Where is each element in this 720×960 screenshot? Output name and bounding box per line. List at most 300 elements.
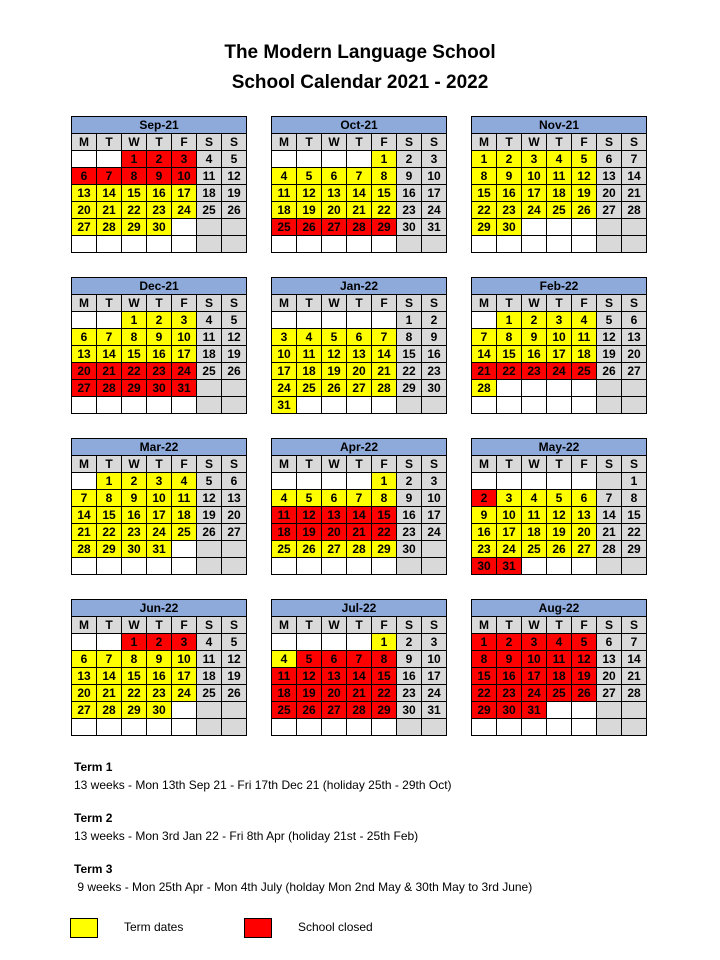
month-feb-22	[471, 277, 647, 414]
weekday-label: T	[547, 617, 572, 634]
empty-cell	[297, 312, 322, 329]
day-cell: 20	[322, 202, 347, 219]
day-cell: 24	[272, 380, 297, 397]
day-cell: 14	[622, 651, 647, 668]
day-cell: 12	[597, 329, 622, 346]
empty-cell	[572, 558, 597, 575]
empty-cell	[597, 719, 622, 736]
day-cell: 23	[147, 363, 172, 380]
day-cell: 31	[497, 558, 522, 575]
empty-cell	[297, 236, 322, 253]
day-cell: 24	[497, 541, 522, 558]
day-cell: 24	[547, 363, 572, 380]
weekday-label: S	[197, 295, 222, 312]
empty-cell	[72, 236, 97, 253]
day-cell: 19	[572, 668, 597, 685]
weekday-label: S	[597, 617, 622, 634]
weekday-label: M	[72, 134, 97, 151]
day-cell: 28	[97, 219, 122, 236]
month-header: Jun-22	[71, 599, 247, 616]
weekday-label: T	[147, 617, 172, 634]
term-heading: Term 1	[74, 760, 113, 774]
empty-cell	[97, 719, 122, 736]
day-cell: 11	[547, 168, 572, 185]
day-cell: 28	[472, 380, 497, 397]
day-cell: 2	[422, 312, 447, 329]
empty-cell	[197, 719, 222, 736]
weekday-label: T	[297, 134, 322, 151]
day-cell: 16	[422, 346, 447, 363]
day-cell: 5	[222, 312, 247, 329]
empty-cell	[372, 312, 397, 329]
day-cell: 25	[547, 685, 572, 702]
empty-cell	[547, 397, 572, 414]
weekday-label: S	[222, 295, 247, 312]
day-cell: 19	[297, 524, 322, 541]
day-cell: 13	[222, 490, 247, 507]
day-cell: 4	[272, 168, 297, 185]
day-cell: 24	[422, 685, 447, 702]
day-cell: 9	[122, 490, 147, 507]
day-cell: 21	[597, 524, 622, 541]
day-cell: 1	[397, 312, 422, 329]
day-cell: 17	[272, 363, 297, 380]
empty-cell	[397, 558, 422, 575]
day-cell: 24	[522, 202, 547, 219]
day-cell: 12	[222, 329, 247, 346]
empty-cell	[322, 236, 347, 253]
day-cell: 27	[347, 380, 372, 397]
day-cell: 12	[297, 507, 322, 524]
weekday-label: S	[622, 617, 647, 634]
weekday-label: S	[197, 617, 222, 634]
school-closed-swatch	[244, 918, 272, 938]
term-dates-swatch	[70, 918, 98, 938]
day-cell: 17	[172, 346, 197, 363]
day-cell: 17	[422, 185, 447, 202]
day-cell: 2	[497, 151, 522, 168]
weekday-label: S	[422, 295, 447, 312]
day-cell: 8	[122, 329, 147, 346]
empty-cell	[297, 634, 322, 651]
empty-cell	[297, 397, 322, 414]
weekday-label: T	[297, 295, 322, 312]
day-cell: 1	[472, 634, 497, 651]
day-cell: 30	[397, 702, 422, 719]
day-cell: 5	[547, 490, 572, 507]
empty-cell	[597, 702, 622, 719]
day-cell: 30	[397, 541, 422, 558]
day-cell: 26	[572, 685, 597, 702]
day-cell: 25	[272, 702, 297, 719]
day-cell: 6	[72, 329, 97, 346]
day-cell: 23	[397, 524, 422, 541]
empty-cell	[372, 558, 397, 575]
empty-cell	[172, 558, 197, 575]
day-cell: 1	[122, 312, 147, 329]
day-cell: 4	[272, 490, 297, 507]
weekday-label: W	[522, 134, 547, 151]
day-cell: 9	[147, 168, 172, 185]
day-cell: 25	[197, 363, 222, 380]
day-cell: 18	[272, 202, 297, 219]
empty-cell	[72, 558, 97, 575]
day-cell: 13	[72, 185, 97, 202]
empty-cell	[197, 380, 222, 397]
day-cell: 21	[472, 363, 497, 380]
empty-cell	[422, 719, 447, 736]
day-cell: 28	[622, 685, 647, 702]
empty-cell	[172, 702, 197, 719]
day-cell: 26	[222, 363, 247, 380]
day-cell: 7	[97, 651, 122, 668]
weekday-label: M	[272, 295, 297, 312]
weekday-label: S	[222, 456, 247, 473]
empty-cell	[172, 397, 197, 414]
day-cell: 27	[322, 541, 347, 558]
weekday-label: W	[322, 134, 347, 151]
weekday-label: S	[622, 295, 647, 312]
day-cell: 22	[97, 524, 122, 541]
day-cell: 29	[122, 219, 147, 236]
day-cell: 28	[347, 219, 372, 236]
day-cell: 2	[147, 634, 172, 651]
weekday-label: M	[72, 617, 97, 634]
empty-cell	[147, 558, 172, 575]
weekday-label: T	[97, 134, 122, 151]
day-cell: 3	[522, 634, 547, 651]
empty-cell	[347, 312, 372, 329]
empty-cell	[322, 719, 347, 736]
day-cell: 10	[422, 168, 447, 185]
day-cell: 3	[172, 634, 197, 651]
day-cell: 21	[97, 685, 122, 702]
day-cell: 30	[497, 702, 522, 719]
day-cell: 28	[597, 541, 622, 558]
day-cell: 28	[97, 380, 122, 397]
day-cell: 22	[372, 202, 397, 219]
empty-cell	[147, 719, 172, 736]
empty-cell	[522, 473, 547, 490]
month-aug-22	[471, 599, 647, 736]
day-cell: 12	[222, 168, 247, 185]
day-cell: 18	[522, 524, 547, 541]
weekday-label: W	[522, 295, 547, 312]
day-cell: 30	[147, 219, 172, 236]
day-cell: 2	[497, 634, 522, 651]
empty-cell	[72, 634, 97, 651]
empty-cell	[397, 236, 422, 253]
weekday-label: S	[197, 456, 222, 473]
day-cell: 4	[172, 473, 197, 490]
day-cell: 27	[222, 524, 247, 541]
weekday-label: W	[322, 617, 347, 634]
empty-cell	[597, 558, 622, 575]
day-cell: 30	[147, 702, 172, 719]
day-cell: 14	[347, 507, 372, 524]
day-cell: 12	[572, 651, 597, 668]
empty-cell	[597, 236, 622, 253]
day-cell: 20	[322, 685, 347, 702]
day-cell: 22	[372, 524, 397, 541]
day-cell: 29	[372, 541, 397, 558]
day-cell: 20	[347, 363, 372, 380]
month-apr-22	[271, 438, 447, 575]
day-cell: 14	[97, 668, 122, 685]
day-cell: 14	[347, 185, 372, 202]
day-cell: 8	[122, 168, 147, 185]
day-cell: 29	[397, 380, 422, 397]
day-cell: 7	[372, 329, 397, 346]
month-header: Nov-21	[471, 116, 647, 133]
day-cell: 4	[297, 329, 322, 346]
day-cell: 5	[197, 473, 222, 490]
day-cell: 29	[472, 702, 497, 719]
empty-cell	[322, 397, 347, 414]
day-cell: 4	[547, 634, 572, 651]
weekday-label: W	[522, 456, 547, 473]
weekday-label: F	[572, 456, 597, 473]
day-cell: 18	[172, 507, 197, 524]
day-cell: 2	[397, 634, 422, 651]
weekday-label: M	[272, 134, 297, 151]
weekday-label: T	[497, 617, 522, 634]
day-cell: 21	[622, 185, 647, 202]
empty-cell	[122, 719, 147, 736]
day-cell: 25	[197, 685, 222, 702]
day-cell: 13	[597, 168, 622, 185]
day-cell: 9	[472, 507, 497, 524]
empty-cell	[272, 634, 297, 651]
day-cell: 17	[422, 668, 447, 685]
month-header: Oct-21	[271, 116, 447, 133]
weekday-label: T	[147, 456, 172, 473]
day-cell: 5	[572, 151, 597, 168]
day-cell: 25	[272, 219, 297, 236]
weekday-label: M	[72, 456, 97, 473]
day-cell: 12	[547, 507, 572, 524]
day-cell: 27	[72, 702, 97, 719]
weekday-label: F	[572, 295, 597, 312]
term-dates-label: Term dates	[124, 920, 184, 934]
empty-cell	[222, 702, 247, 719]
weekday-label: T	[97, 456, 122, 473]
weekday-label: S	[422, 456, 447, 473]
day-cell: 28	[97, 702, 122, 719]
day-cell: 20	[622, 346, 647, 363]
day-cell: 22	[122, 685, 147, 702]
empty-cell	[547, 558, 572, 575]
day-cell: 27	[72, 380, 97, 397]
day-cell: 5	[297, 651, 322, 668]
day-cell: 10	[147, 490, 172, 507]
weekday-label: W	[122, 617, 147, 634]
day-cell: 24	[172, 363, 197, 380]
weekday-label: T	[497, 456, 522, 473]
day-cell: 16	[397, 185, 422, 202]
weekday-label: F	[172, 134, 197, 151]
empty-cell	[97, 634, 122, 651]
day-cell: 18	[197, 185, 222, 202]
day-cell: 15	[122, 185, 147, 202]
month-oct-21	[271, 116, 447, 253]
day-cell: 11	[297, 346, 322, 363]
day-cell: 6	[347, 329, 372, 346]
day-cell: 19	[547, 524, 572, 541]
day-cell: 6	[322, 651, 347, 668]
day-cell: 29	[122, 702, 147, 719]
day-cell: 6	[222, 473, 247, 490]
empty-cell	[97, 558, 122, 575]
day-cell: 21	[347, 524, 372, 541]
day-cell: 24	[172, 685, 197, 702]
day-cell: 22	[372, 685, 397, 702]
day-cell: 29	[372, 702, 397, 719]
day-cell: 25	[547, 202, 572, 219]
weekday-label: T	[347, 456, 372, 473]
day-cell: 15	[97, 507, 122, 524]
empty-cell	[597, 380, 622, 397]
empty-cell	[172, 236, 197, 253]
day-cell: 19	[222, 668, 247, 685]
empty-cell	[322, 634, 347, 651]
weekday-label: S	[622, 134, 647, 151]
day-cell: 29	[622, 541, 647, 558]
month-may-22	[471, 438, 647, 575]
empty-cell	[497, 236, 522, 253]
day-cell: 2	[472, 490, 497, 507]
month-header: Dec-21	[71, 277, 247, 294]
empty-cell	[622, 702, 647, 719]
day-cell: 16	[522, 346, 547, 363]
day-cell: 30	[397, 219, 422, 236]
empty-cell	[547, 219, 572, 236]
weekday-label: S	[622, 456, 647, 473]
empty-cell	[622, 380, 647, 397]
day-cell: 14	[97, 185, 122, 202]
term-detail: 13 weeks - Mon 13th Sep 21 - Fri 17th Dec 21 (holiday 25th - 29th Oct)	[74, 778, 452, 792]
day-cell: 25	[572, 363, 597, 380]
day-cell: 13	[347, 346, 372, 363]
day-cell: 18	[197, 668, 222, 685]
day-cell: 16	[397, 507, 422, 524]
empty-cell	[197, 219, 222, 236]
empty-cell	[372, 236, 397, 253]
day-cell: 2	[147, 312, 172, 329]
empty-cell	[222, 558, 247, 575]
empty-cell	[497, 719, 522, 736]
empty-cell	[572, 473, 597, 490]
empty-cell	[622, 236, 647, 253]
term-3	[74, 860, 694, 896]
day-cell: 29	[97, 541, 122, 558]
day-cell: 16	[472, 524, 497, 541]
day-cell: 6	[597, 634, 622, 651]
day-cell: 4	[197, 151, 222, 168]
day-cell: 21	[372, 363, 397, 380]
empty-cell	[272, 151, 297, 168]
day-cell: 29	[472, 219, 497, 236]
day-cell: 20	[72, 202, 97, 219]
day-cell: 23	[122, 524, 147, 541]
weekday-label: M	[472, 456, 497, 473]
day-cell: 17	[522, 668, 547, 685]
day-cell: 3	[422, 151, 447, 168]
day-cell: 13	[597, 651, 622, 668]
weekday-label: T	[547, 295, 572, 312]
day-cell: 8	[122, 651, 147, 668]
day-cell: 18	[547, 668, 572, 685]
day-cell: 18	[547, 185, 572, 202]
day-cell: 11	[172, 490, 197, 507]
day-cell: 1	[122, 151, 147, 168]
day-cell: 22	[472, 685, 497, 702]
day-cell: 23	[472, 541, 497, 558]
empty-cell	[372, 397, 397, 414]
month-header: Apr-22	[271, 438, 447, 455]
day-cell: 10	[422, 490, 447, 507]
weekday-label: F	[172, 295, 197, 312]
empty-cell	[147, 397, 172, 414]
empty-cell	[322, 151, 347, 168]
day-cell: 5	[597, 312, 622, 329]
day-cell: 20	[597, 185, 622, 202]
weekday-label: S	[197, 134, 222, 151]
day-cell: 17	[422, 507, 447, 524]
day-cell: 31	[422, 219, 447, 236]
day-cell: 19	[222, 185, 247, 202]
month-header: Mar-22	[71, 438, 247, 455]
day-cell: 24	[422, 202, 447, 219]
empty-cell	[172, 719, 197, 736]
day-cell: 2	[397, 473, 422, 490]
weekday-label: T	[497, 134, 522, 151]
day-cell: 5	[572, 634, 597, 651]
day-cell: 6	[72, 168, 97, 185]
day-cell: 24	[172, 202, 197, 219]
day-cell: 1	[497, 312, 522, 329]
day-cell: 21	[622, 668, 647, 685]
empty-cell	[97, 151, 122, 168]
day-cell: 21	[72, 524, 97, 541]
day-cell: 9	[147, 329, 172, 346]
day-cell: 17	[147, 507, 172, 524]
day-cell: 31	[272, 397, 297, 414]
day-cell: 27	[597, 685, 622, 702]
page-title: The Modern Language School	[224, 42, 496, 63]
day-cell: 3	[422, 634, 447, 651]
day-cell: 24	[147, 524, 172, 541]
day-cell: 10	[547, 329, 572, 346]
day-cell: 1	[122, 634, 147, 651]
weekday-label: S	[597, 295, 622, 312]
day-cell: 19	[597, 346, 622, 363]
weekday-label: T	[347, 617, 372, 634]
day-cell: 14	[472, 346, 497, 363]
empty-cell	[197, 702, 222, 719]
day-cell: 4	[522, 490, 547, 507]
empty-cell	[422, 558, 447, 575]
day-cell: 12	[222, 651, 247, 668]
day-cell: 8	[472, 651, 497, 668]
day-cell: 15	[372, 507, 397, 524]
empty-cell	[197, 541, 222, 558]
day-cell: 5	[222, 634, 247, 651]
legend	[70, 916, 690, 940]
empty-cell	[397, 397, 422, 414]
day-cell: 11	[197, 329, 222, 346]
day-cell: 28	[372, 380, 397, 397]
